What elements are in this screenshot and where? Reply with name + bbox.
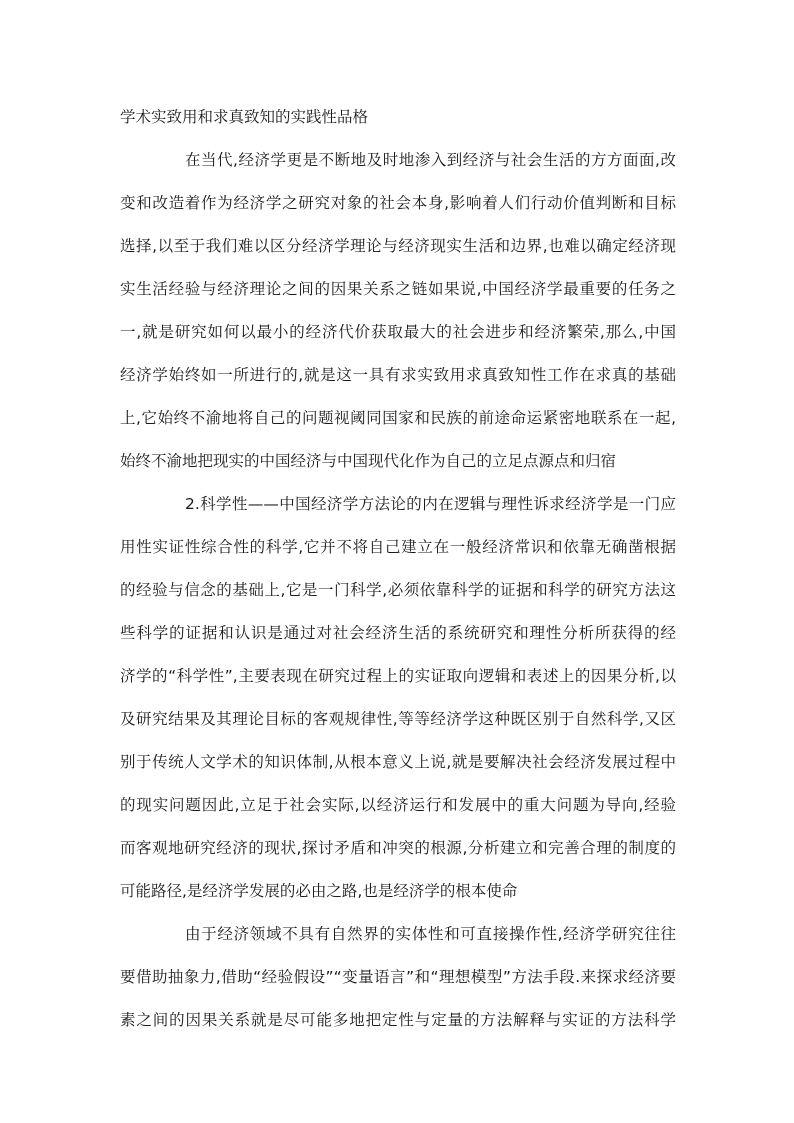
text-line: 而客观地研究经济的现状,探讨矛盾和冲突的根源,分析建立和完善合理的制度的	[120, 839, 676, 857]
section-heading-line: 2.科学性——中国经济学方法论的内在逻辑与理性诉求经济学是一门应	[185, 495, 676, 513]
text-line: 上,它始终不渝地将自己的问题视阈同国家和民族的前途命运紧密地联系在一起,	[120, 409, 676, 427]
text-line: 变和改造着作为经济学之研究对象的社会本身,影响着人们行动价值判断和目标	[120, 194, 676, 212]
text-line: 的经验与信念的基础上,它是一门科学,必须依靠科学的证据和科学的研究方法这	[120, 581, 676, 599]
text-line: 选择,以至于我们难以区分经济学理论与经济现实生活和边界,也难以确定经济现	[120, 237, 676, 255]
text-line: 要借助抽象力,借助“经验假设”“变量语言”和“理想模型”方法手段.来探求经济要	[120, 968, 676, 986]
text-line: 可能路径,是经济学发展的必由之路,也是经济学的根本使命	[120, 882, 518, 900]
text-line: 济学的“科学性”,主要表现在研究过程上的实证取向逻辑和表述上的因果分析,以	[120, 667, 676, 685]
text-line: 及研究结果及其理论目标的客观规律性,等等经济学这种既区别于自然科学,又区	[120, 710, 676, 728]
text-line: 些科学的证据和认识是通过对社会经济生活的系统研究和理性分析所获得的经	[120, 624, 676, 642]
text-line: 一,就是研究如何以最小的经济代价获取最大的社会进步和经济繁荣,那么,中国	[120, 323, 676, 341]
text-line: 别于传统人文学术的知识体制,从根本意义上说,就是要解决社会经济发展过程中	[120, 753, 676, 771]
paragraph-first-line: 在当代,经济学更是不断地及时地渗入到经济与社会生活的方方面面,改	[185, 151, 676, 169]
text-line: 用性实证性综合性的科学,它并不将自己建立在一般经济常识和依靠无确凿根据	[120, 538, 676, 556]
text-line: 学术实致用和求真致知的实践性品格	[120, 108, 369, 126]
text-line: 始终不渝地把现实的中国经济与中国现代化作为自己的立足点源点和归宿	[120, 452, 617, 470]
text-line: 的现实问题因此,立足于社会实际,以经济运行和发展中的重大问题为导向,经验	[120, 796, 676, 814]
text-line: 实生活经验与经济理论之间的因果关系之链如果说,中国经济学最重要的任务之	[120, 280, 676, 298]
paragraph-first-line: 由于经济领域不具有自然界的实体性和可直接操作性,经济学研究往往	[185, 925, 676, 943]
text-line: 素之间的因果关系就是尽可能多地把定性与定量的方法解释与实证的方法科学	[120, 1011, 676, 1029]
text-line: 经济学始终如一所进行的,就是这一具有求实致用求真致知性工作在求真的基础	[120, 366, 676, 384]
